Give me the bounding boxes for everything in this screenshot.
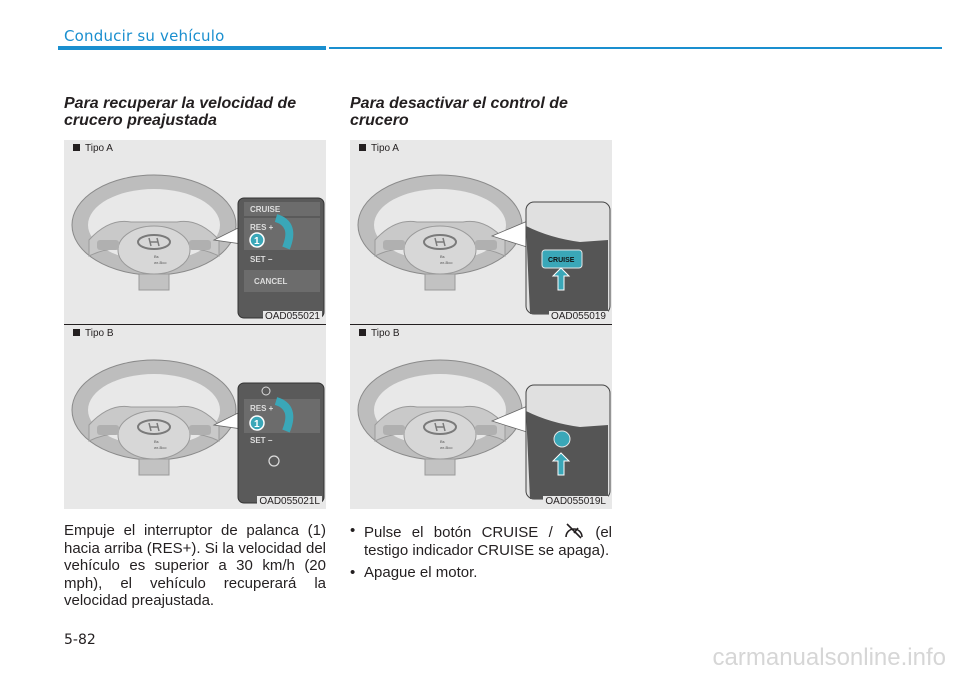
section-title-line: Para recuperar la velocidad de [64, 95, 297, 112]
wheel-label: wr-Bco [440, 445, 453, 450]
callout-number: 1 [254, 419, 260, 430]
figure-type-label: Tipo B [359, 328, 400, 339]
section-title-line: Para desactivar el control de [350, 95, 568, 112]
wheel-label: Bs [440, 254, 445, 259]
figure-left-type-a [64, 140, 326, 324]
figure-type-label: Tipo A [73, 143, 113, 154]
cancel-button-label: CANCEL [254, 277, 288, 286]
deactivate-steps [350, 522, 612, 587]
header-rule-thin [329, 47, 942, 49]
set-button-label: SET − [250, 255, 273, 264]
callout-number: 1 [254, 236, 260, 247]
cruise-button-label: CRUISE [548, 257, 575, 264]
set-button-label: SET − [250, 436, 273, 445]
figure-code: OAD055019 [550, 311, 606, 322]
figure-code: OAD055021L [259, 496, 320, 507]
resume-instructions: Empuje el interruptor de palanca (1) hacia arriba (RES+). Si la velocidad del vehículo es superior a 30 km/h (20 mph), el vehículo recuperará la velocidad preajustada. [64, 522, 326, 609]
wheel-label: Bs [154, 439, 159, 444]
cruise-button-label: CRUISE [250, 205, 281, 214]
steering-wheel-illustration [64, 140, 326, 324]
figure-right-type-a [350, 140, 612, 324]
section-title-deactivate [350, 95, 568, 129]
section-title-line: crucero preajustada [64, 112, 217, 129]
wheel-label: wr-Bco [154, 260, 167, 265]
watermark: carmanualsonline.info [712, 644, 946, 671]
section-title-line: crucero [350, 112, 409, 129]
figure-code: OAD055021 [264, 311, 320, 322]
figure-right-type-b [350, 325, 612, 509]
figure-type-label: Tipo A [359, 143, 399, 154]
res-button-label: RES + [250, 404, 274, 413]
steering-wheel-illustration [350, 325, 612, 509]
wheel-label: Bs [440, 439, 445, 444]
steering-wheel-illustration [64, 325, 326, 509]
section-title-resume [64, 95, 296, 129]
list-item: • Pulse el botón CRUISE / (el testigo indicador CRUISE se apaga). [350, 522, 612, 559]
page-number: 5-82 [64, 632, 96, 648]
figure-left-type-b [64, 325, 326, 509]
steering-wheel-illustration [350, 140, 612, 324]
wheel-label: Bs [154, 254, 159, 259]
res-button-label: RES + [250, 223, 274, 232]
header-rule-thick [58, 46, 326, 50]
cruise-indicator-icon [563, 522, 585, 540]
chapter-title: Conducir su vehículo [64, 27, 225, 45]
figure-type-label: Tipo B [73, 328, 114, 339]
list-item: • Apague el motor. [350, 564, 612, 582]
figure-code: OAD055019L [545, 496, 606, 507]
wheel-label: wr-Bco [440, 260, 453, 265]
cruise-icon [554, 431, 570, 447]
wheel-label: wr-Bco [154, 445, 167, 450]
